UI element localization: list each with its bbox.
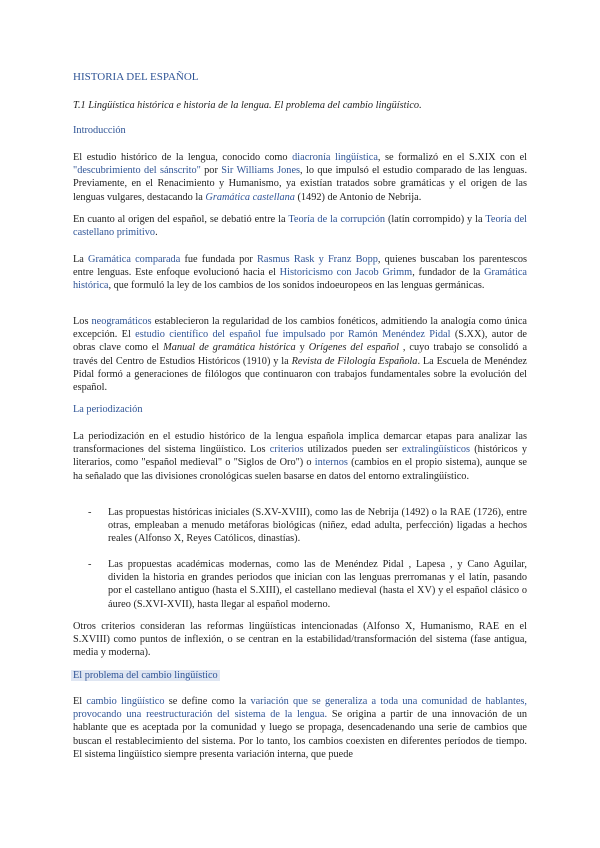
paragraph-5: La periodización en el estudio histórico de la lengua española implica demarcar etapas para analizar las transformaciones del sistema lingüístico. Los criterios utilizados pueden ser extralingüísticos (históricos y literarios, como "español medieval" o "Siglos de Oro") o internos (cambios en el propio sistema), aunque se ha señalado que las divisiones cronológicas suelen basarse en datos del entorno extralingüístico.: [73, 431, 528, 482]
paragraph-2: En cuanto al origen del español, se debatió entre la Teoría de la corrupción (latín corrompido) y la Teoría del castellano primitivo.: [73, 214, 528, 239]
bullet-marker: -: [88, 559, 92, 570]
paragraph-6: Otros criterios consideran las reformas lingüísticas intencionadas (Alfonso X, Humanismo, RAE en el S.XVIII) como puntos de inflexión, o se centran en la estabilidad/transformación del sistema (fase antigua, media y moderna).: [73, 621, 527, 659]
list-item: Las propuestas históricas iniciales (S.XV-XVIII), como las de Nebrija (1492) o la RAE (1726), entre otras, empleaban a menudo metáforas biológicas (niñez, edad adulta, perfección) ligadas a hechos reales (Alfonso X, Reyes Católicos, dinastías).: [108, 507, 527, 545]
section-heading-introduccion: Introducción: [73, 125, 126, 136]
document-title: HISTORIA DEL ESPAÑOL: [73, 71, 199, 83]
paragraph-1: El estudio histórico de la lengua, conocido como diacronía lingüística, se formalizó en el S.XIX con el "descubrimiento del sánscrito" por Sir Williams Jones, lo que impulsó el estudio comparado de las lenguas. Previamente, en el Renacimiento y Humanismo, ya existían tratados sobre gramáticas y el origen de las lenguas vulgares, destacando la Gramática castellana (1492) de Antonio de Nebrija.: [73, 152, 528, 203]
document-subtitle: T.1 Lingüística histórica e historia de la lengua. El problema del cambio lingüístico.: [73, 100, 422, 111]
section-heading-cambio-linguistico: El problema del cambio lingüístico: [73, 670, 218, 681]
paragraph-4: Los neogramáticos establecieron la regularidad de los cambios fonéticos, admitiendo la analogía como única excepción. El estudio científico del español fue impulsado por Ramón Menéndez Pidal (S.XX), autor de obras clave como el Manual de gramática histórica y Orígenes del español , cuyo trabajo se consolidó a través del Centro de Estudios Históricos (1910) y la Revista de Filología Española. La Escuela de Menéndez Pidal formó a generaciones de filólogos que continuaron con trabajos fundamentales sobre la evolución del español.: [73, 316, 528, 394]
list-item: Las propuestas académicas modernas, como las de Menéndez Pidal , Lapesa , y Cano Aguilar, dividen la historia en grandes periodos que inician con las lenguas prerromanas y el latín, pasando por el castellano antiguo (hasta el S.XIII), el castellano medieval (hasta el XV) y el español clásico o áureo (S.XVI-XVII), hasta llegar al español moderno.: [108, 559, 527, 610]
section-heading-periodizacion: La periodización: [73, 404, 143, 415]
paragraph-3: La Gramática comparada fue fundada por Rasmus Rask y Franz Bopp, quienes buscaban los parentescos entre lenguas. Este enfoque evolucionó hacia el Historicismo con Jacob Grimm, fundador de la Gramática histórica, que formuló la ley de los cambios de los sonidos indoeuropeos en las lenguas germánicas.: [73, 254, 527, 292]
bullet-marker: -: [88, 507, 92, 518]
paragraph-7: El cambio lingüístico se define como la variación que se generaliza a toda una comunidad de hablantes, provocando una reestructuración del sistema de la lengua. Se origina a partir de una innovación de un hablante que es aceptada por la comunidad y luego se propaga, desencadenando una serie de cambios que buscan el restablecimiento del sistema. Por lo tanto, los cambios coexisten en diferentes períodos de tiempo. El sistema lingüístico siempre presenta variación interna, que puede: [73, 696, 528, 760]
